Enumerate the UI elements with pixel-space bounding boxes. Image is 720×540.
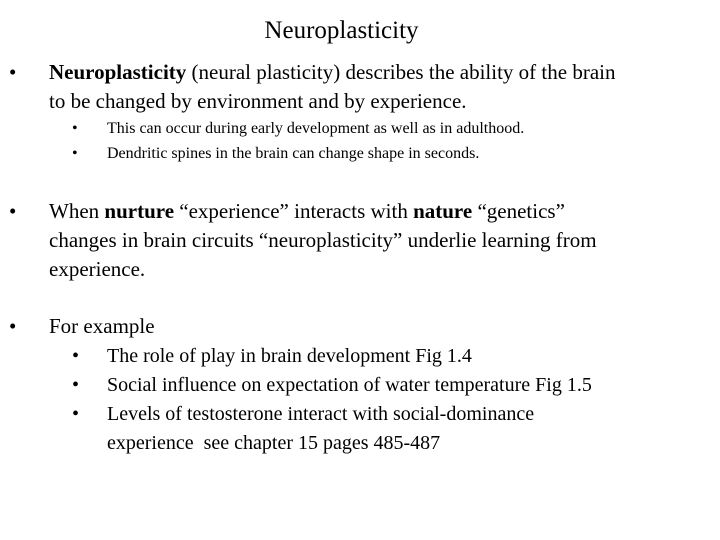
bold-term: nurture bbox=[104, 199, 175, 223]
bullet-text bbox=[49, 197, 709, 284]
bullet-line bbox=[49, 197, 709, 226]
bullet-marker: • bbox=[72, 403, 80, 425]
text-run: (neural plasticity) describes the ability of the brain bbox=[186, 60, 616, 84]
text-run: “experience” interacts with bbox=[174, 199, 414, 223]
slide-title: Neuroplasticity bbox=[264, 17, 419, 44]
sub-item-text bbox=[107, 400, 707, 458]
bullet-line bbox=[49, 58, 709, 87]
bullet-marker: • bbox=[9, 60, 17, 84]
sub-item-text: Dendritic spines in the brain can change shape in seconds. bbox=[107, 145, 480, 162]
bullet-marker: • bbox=[9, 199, 17, 223]
bold-term: Neuroplasticity bbox=[49, 60, 187, 84]
bullet-line: changes in brain circuits “neuroplasticity” underlie learning from bbox=[49, 228, 597, 252]
sub-item-line: experience see chapter 15 pages 485-487 bbox=[107, 432, 441, 454]
bullet-line: to be changed by environment and by experience. bbox=[49, 89, 467, 113]
sub-item-line: Levels of testosterone interact with social-dominance bbox=[107, 403, 535, 425]
bullet-marker: • bbox=[72, 345, 80, 367]
text-run: When bbox=[49, 199, 105, 223]
sub-item-text: This can occur during early development as well as in adulthood. bbox=[107, 120, 525, 137]
sub-item-text: Social influence on expectation of water temperature Fig 1.5 bbox=[107, 374, 592, 396]
bullet-line: experience. bbox=[49, 257, 146, 281]
bullet-text bbox=[49, 58, 709, 116]
sub-item-text: The role of play in brain development Fig 1.4 bbox=[107, 345, 472, 367]
bullet-marker: • bbox=[72, 120, 78, 137]
bullet-marker: • bbox=[9, 314, 17, 338]
bullet-marker: • bbox=[72, 145, 78, 162]
text-run: “genetics” bbox=[472, 199, 565, 223]
bullet-text: For example bbox=[49, 314, 155, 338]
bullet-marker: • bbox=[72, 374, 80, 396]
bold-term: nature bbox=[413, 199, 473, 223]
